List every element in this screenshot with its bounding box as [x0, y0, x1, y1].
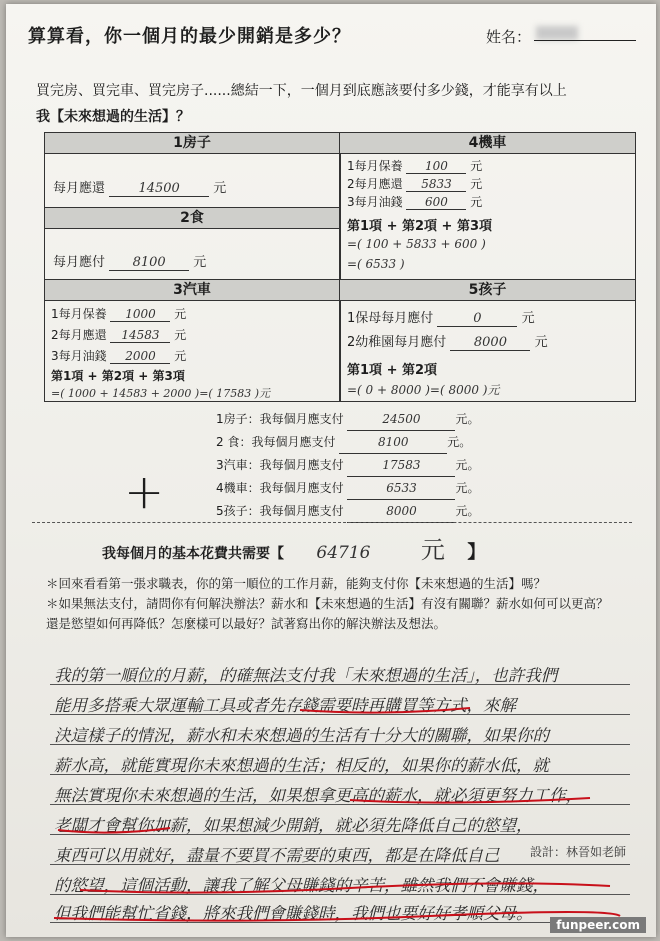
question-line-3: 還是慾望如何再降低？怎麼樣可以最好？試著寫出你的解決辦法及想法。: [46, 616, 447, 631]
car-item-2: [51, 326, 186, 343]
grid-divider: [339, 133, 341, 401]
food-value: 8100: [109, 255, 189, 271]
summary-label: 2 食：我每個月應支付: [216, 435, 336, 449]
scooter-item-value: 600: [406, 195, 466, 210]
red-underline-marks: [50, 654, 630, 924]
scooter-header: 4機車: [340, 133, 635, 154]
car-item-value: 2000: [110, 349, 170, 364]
intro-text: [36, 78, 636, 130]
section-divider: [32, 522, 632, 523]
summary-row: [216, 431, 479, 454]
car-item-label: 2每月應還: [51, 328, 107, 342]
summary-label: 5孩子：我每個月應支付: [216, 504, 344, 518]
summary-value: 24500: [347, 408, 455, 431]
car-item-value: 1000: [110, 307, 170, 322]
summary-unit: 元。: [455, 458, 480, 472]
food-header: 2食: [45, 208, 339, 229]
scooter-sum-label: 第1項 + 第2項 + 第3項: [347, 219, 493, 234]
house-row: [53, 177, 226, 197]
house-unit: 元: [213, 181, 227, 196]
food-label: 每月應付: [53, 255, 106, 270]
watermark-badge: funpeer.com: [550, 917, 646, 933]
name-label: 姓名：: [486, 28, 532, 46]
answer-line-2: 能用多搭乘大眾運輸工具或者先存錢需要時再購買等方式，來解: [54, 696, 516, 715]
car-item-unit: 元: [174, 349, 187, 363]
summary-label: 3汽車：我每個月應支付: [216, 458, 344, 472]
car-item-3: [51, 347, 186, 364]
summary-value: 6533: [347, 477, 455, 500]
question-line-2: ＊如果無法支付，請問你有何解決辦法？薪水和【未來想過的生活】有沒有關聯？薪水如何可以更高？: [46, 596, 609, 611]
answer-line-6: 老闆才會幫你加薪，如果想減少開銷，就必須先降低自己的慾望，: [54, 816, 533, 835]
scooter-item-label: 3每月油錢: [347, 195, 403, 209]
house-label: 每月應還: [53, 181, 106, 196]
car-sum-label: 第1項 + 第2項 + 第3項: [51, 369, 185, 383]
answer-area: [50, 654, 630, 924]
summary-unit: 元。: [455, 412, 480, 426]
summary-label: 1房子：我每個月應支付: [216, 412, 344, 426]
scooter-item-value: 5833: [406, 177, 466, 192]
car-item-label: 1每月保養: [51, 307, 107, 321]
total-row: [102, 530, 485, 565]
answer-line-3: 決這樣子的情況，薪水和未來想過的生活有十分大的關聯，如果你的: [54, 726, 549, 745]
summary-unit: 元。: [455, 481, 480, 495]
child-item-value: 8000: [450, 335, 530, 351]
car-item-value: 14583: [110, 328, 170, 343]
plus-sign: +: [124, 464, 165, 520]
scooter-item-3: [347, 193, 482, 210]
car-item-unit: 元: [174, 307, 187, 321]
child-item-label: 1保母每月應付: [347, 311, 434, 326]
intro-line-2: 我【未來想過的生活】？: [36, 109, 190, 125]
name-redaction: [536, 26, 578, 40]
answer-line-5: 無法實現你未來想過的生活，如果想拿更高的薪水，就必須更努力工作，: [54, 786, 582, 805]
car-item-unit: 元: [174, 328, 187, 342]
summary-label: 4機車：我每個月應支付: [216, 481, 344, 495]
car-sum-expr: =( 1000 + 14583 + 2000 )=( 17583 )元: [51, 387, 270, 400]
food-row: [53, 251, 206, 271]
house-header: 1房子: [45, 133, 339, 154]
scooter-item-unit: 元: [470, 195, 483, 209]
car-item-label: 3每月油錢: [51, 349, 107, 363]
child-item-value: 0: [437, 311, 517, 327]
summary-row: [216, 500, 479, 523]
name-underline: [534, 40, 636, 41]
scooter-item-unit: 元: [470, 159, 483, 173]
worksheet-page: [6, 4, 656, 937]
total-unit: 元: [420, 536, 445, 564]
answer-line-8: 的慾望，這個活動，讓我了解父母賺錢的辛苦，雖然我們不會賺錢，: [54, 876, 549, 895]
scooter-item-1: [347, 157, 482, 174]
designer-credit: 設計：林晉如老師: [529, 845, 626, 859]
child-item-unit: 元: [534, 335, 548, 350]
question-line-1: ＊回來看看第一張求職表，你的第一順位的工作月薪，能夠支付你【未來想過的生活】嗎？: [46, 576, 547, 591]
scooter-item-label: 2每月應還: [347, 177, 403, 191]
answer-line-9: 但我們能幫忙省錢，將來我們會賺錢時，我們也要好好孝順父母。: [54, 904, 533, 923]
child-item-2: [347, 331, 548, 351]
total-value: 64716: [316, 543, 371, 563]
summary-value: 17583: [347, 454, 455, 477]
house-value: 14500: [109, 181, 209, 197]
summary-row: [216, 454, 479, 477]
scooter-item-unit: 元: [470, 177, 483, 191]
summary-unit: 元。: [455, 504, 480, 518]
scooter-item-label: 1每月保養: [347, 159, 403, 173]
answer-line-7: 東西可以用就好，盡量不要買不需要的東西，都是在降低自己: [54, 846, 500, 865]
summary-value: 8000: [347, 500, 455, 523]
answer-line-1: 我的第一順位的月薪，的確無法支付我「未來想過的生活」，也許我們: [54, 666, 558, 685]
summary-value: 8100: [339, 431, 447, 454]
scooter-item-value: 100: [406, 159, 466, 174]
child-item-unit: 元: [521, 311, 535, 326]
scooter-sum-expr: =( 100 + 5833 + 600 ): [347, 237, 486, 251]
answer-line-4: 薪水高，就能實現你未來想過的生活；相反的，如果你的薪水低，就: [54, 756, 549, 775]
child-item-label: 2幼稚園每月應付: [347, 335, 447, 350]
scooter-item-2: [347, 175, 482, 192]
child-sum-label: 第1項 + 第2項: [347, 363, 438, 378]
scooter-sum-result: =( 6533 ): [347, 257, 405, 271]
page-title: 算算看，你一個月的最少開銷是多少？: [28, 26, 351, 47]
child-sum-expr: =( 0 + 8000 )=( 8000 )元: [347, 383, 500, 397]
total-prefix: 我每個月的基本花費共需要【: [102, 546, 284, 562]
summary-unit: 元。: [447, 435, 472, 449]
food-unit: 元: [193, 255, 207, 270]
total-suffix: 】: [467, 542, 486, 563]
question-block: [46, 574, 636, 634]
child-header: 5孩子: [340, 280, 635, 301]
car-item-1: [51, 305, 186, 322]
child-item-1: [347, 307, 535, 327]
intro-line-1: 買完房、買完車、買完房子......總結一下，一個月到底應該要付多少錢，才能享有以上: [36, 83, 567, 99]
summary-row: [216, 408, 479, 431]
expense-grid: [44, 132, 636, 402]
summary-row: [216, 477, 479, 500]
summary-list: [216, 408, 479, 523]
car-header: 3汽車: [45, 280, 339, 301]
